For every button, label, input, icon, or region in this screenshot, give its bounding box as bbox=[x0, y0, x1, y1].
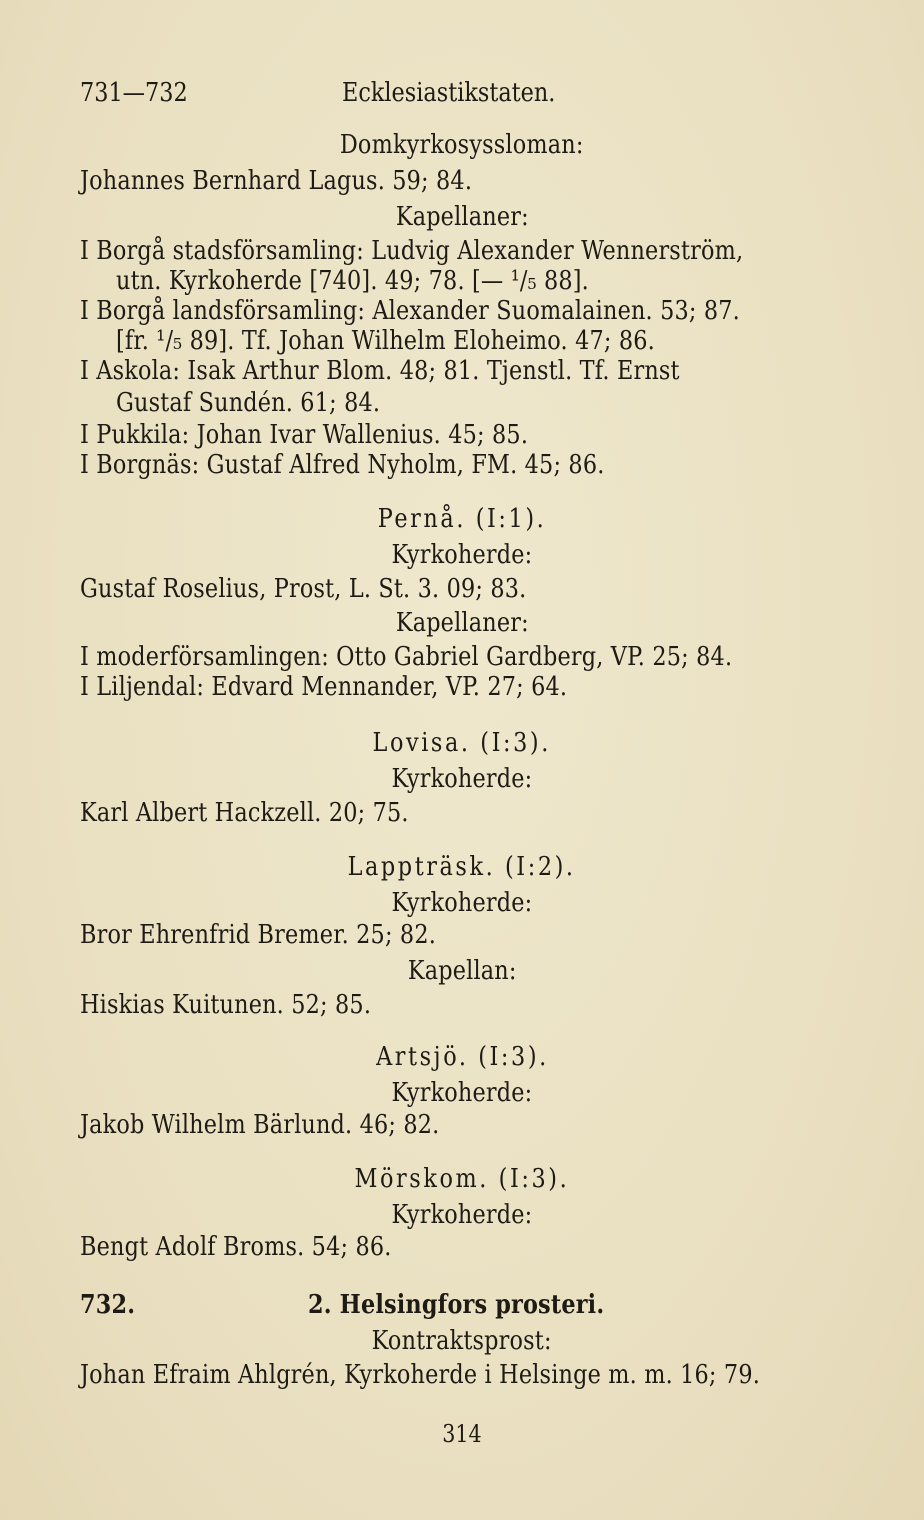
kapellan-entry-askola-cont: Gustaf Sundén. 61; 84. bbox=[116, 388, 381, 418]
domkyrkosyssloman-entry: Johannes Bernhard Lagus. 59; 84. bbox=[80, 166, 473, 196]
page-number: 314 bbox=[442, 1420, 482, 1448]
running-head-page-range: 731—732 bbox=[80, 78, 188, 108]
section-number: 732. bbox=[80, 1290, 136, 1320]
kapellaner-heading: Kapellaner: bbox=[395, 202, 529, 232]
kontraktsprost-entry: Johan Efraim Ahlgrén, Kyrkoherde i Helsinge m. m. 16; 79. bbox=[80, 1360, 761, 1390]
kapellan-entry-liljendal: I Liljendal: Edvard Mennander, VP. 27; 64. bbox=[80, 672, 568, 702]
kapellan-entry-borga-stad-cont: utn. Kyrkoherde [740]. 49; 78. [— ¹/₅ 88]. bbox=[116, 266, 589, 296]
kyrkoherde-entry-lovisa: Karl Albert Hackzell. 20; 75. bbox=[80, 798, 409, 828]
kyrkoherde-heading-lovisa: Kyrkoherde: bbox=[391, 764, 533, 794]
kyrkoherde-heading-perna: Kyrkoherde: bbox=[391, 540, 533, 570]
parish-heading-lapptrask: Lappträsk. (I:2). bbox=[347, 852, 577, 882]
kapellan-heading-lapptrask: Kapellan: bbox=[407, 956, 517, 986]
section-title-helsingfors: 2. Helsingfors prosteri. bbox=[308, 1290, 605, 1320]
kyrkoherde-entry-perna: Gustaf Roselius, Prost, L. St. 3. 09; 83. bbox=[80, 574, 527, 604]
parish-heading-lovisa: Lovisa. (I:3). bbox=[372, 728, 552, 758]
kyrkoherde-entry-morskom: Bengt Adolf Broms. 54; 86. bbox=[80, 1232, 392, 1262]
kyrkoherde-entry-artsjo: Jakob Wilhelm Bärlund. 46; 82. bbox=[80, 1110, 440, 1140]
kapellan-entry-moderforsamlingen: I moderförsamlingen: Otto Gabriel Gardberg, VP. 25; 84. bbox=[80, 642, 733, 672]
kyrkoherde-heading-artsjo: Kyrkoherde: bbox=[391, 1078, 533, 1108]
kapellan-entry-borga-lands-cont: [fr. ¹/₅ 89]. Tf. Johan Wilhelm Eloheimo. 47; 86. bbox=[116, 326, 655, 356]
kapellan-entry-pukkila: I Pukkila: Johan Ivar Wallenius. 45; 85. bbox=[80, 420, 529, 450]
parish-heading-perna: Pernå. (I:1). bbox=[377, 504, 547, 534]
kapellan-entry-borga-lands: I Borgå landsförsamling: Alexander Suomalainen. 53; 87. bbox=[80, 296, 740, 326]
kyrkoherde-entry-lapptrask: Bror Ehrenfrid Bremer. 25; 82. bbox=[80, 920, 437, 950]
parish-heading-artsjo: Artsjö. (I:3). bbox=[375, 1042, 549, 1072]
kontraktsprost-heading: Kontraktsprost: bbox=[371, 1326, 553, 1356]
running-head-title: Ecklesiastikstaten. bbox=[342, 78, 556, 108]
parish-heading-morskom: Mörskom. (I:3). bbox=[354, 1164, 570, 1194]
kapellaner-heading-perna: Kapellaner: bbox=[395, 608, 529, 638]
kapellan-entry-lapptrask: Hiskias Kuitunen. 52; 85. bbox=[80, 990, 372, 1020]
domkyrkosyssloman-heading: Domkyrkosyssloman: bbox=[340, 130, 584, 160]
kapellan-entry-borga-stad: I Borgå stadsförsamling: Ludvig Alexander Wennerström, bbox=[80, 236, 744, 266]
kapellan-entry-borgnas: I Borgnäs: Gustaf Alfred Nyholm, FM. 45; 86. bbox=[80, 450, 605, 480]
kyrkoherde-heading-morskom: Kyrkoherde: bbox=[391, 1200, 533, 1230]
kapellan-entry-askola: I Askola: Isak Arthur Blom. 48; 81. Tjenstl. Tf. Ernst bbox=[80, 356, 680, 386]
kyrkoherde-heading-lapptrask: Kyrkoherde: bbox=[391, 888, 533, 918]
